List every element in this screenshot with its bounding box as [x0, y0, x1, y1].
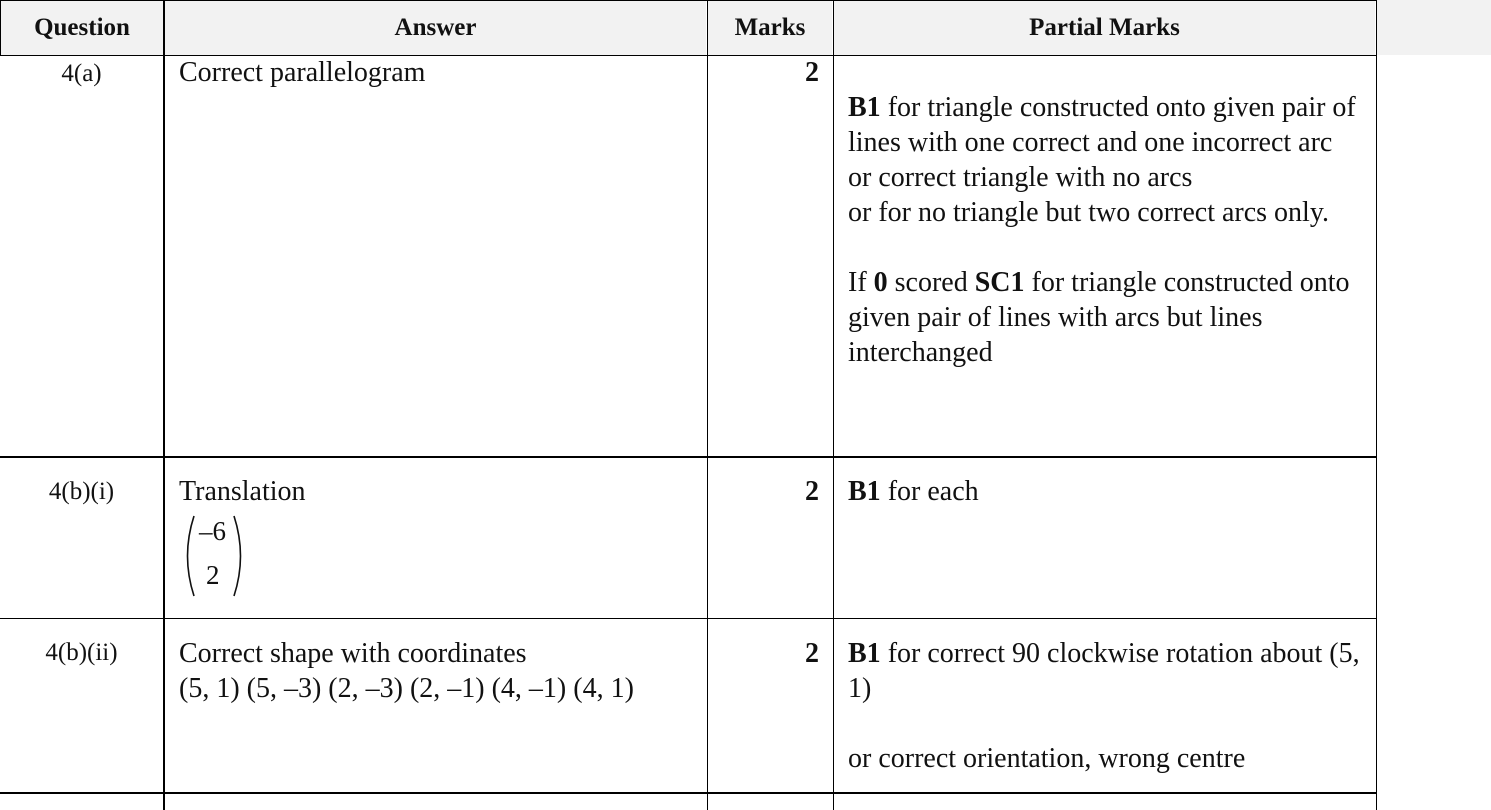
answer-coordinates: (5, 1) (5, –3) (2, –3) (2, –1) (4, –1) (4, 1): [179, 673, 634, 704]
partial-b1-line: [848, 636, 1368, 706]
header-answer: Answer: [165, 1, 706, 55]
grid-line: [833, 0, 834, 810]
grid-line: [1376, 0, 1377, 810]
partial-b1-line: [848, 90, 1368, 160]
row-question-4bi: 4(b)(i): [48, 478, 115, 505]
row-divider: [0, 618, 1377, 619]
sc1-text: for triangle constructed onto given pair of lines with arcs but lines interchanged: [848, 267, 1350, 368]
header-partial-marks: Partial Marks: [834, 1, 1375, 55]
row-answer-4a: Correct parallelogram: [179, 57, 426, 88]
row-divider: [0, 456, 1377, 458]
row-partial-marks-4a: [848, 90, 1368, 370]
b1-text: for each: [880, 476, 979, 507]
row-question-4a: 4(a): [61, 60, 102, 87]
row-question-4bii: 4(b)(ii): [45, 639, 118, 666]
grid-line: [0, 0, 1377, 1]
grid-line: [707, 0, 708, 810]
partial-alt-line: or correct triangle with no arcs: [848, 162, 1193, 193]
header-background-strip: [1376, 0, 1491, 55]
b1-label: B1: [848, 92, 881, 123]
partial-alt-line: or for no triangle but two correct arcs only.: [848, 197, 1330, 228]
row-partial-marks-4bi: [848, 474, 1368, 509]
sc-zero: 0: [873, 267, 888, 298]
row-answer-4bii: [179, 636, 704, 706]
answer-line: Correct shape with coordinates: [179, 638, 527, 669]
b1-label: B1: [848, 476, 881, 507]
vector-bottom: 2: [206, 560, 220, 590]
row-answer-4bi: Translation: [179, 476, 306, 507]
vector-top: –6: [199, 516, 226, 546]
sc-if-text: If: [848, 267, 874, 298]
header-question: Question: [1, 1, 163, 55]
row-partial-marks-4bii: [848, 636, 1368, 776]
b1-text: for triangle constructed onto given pair of lines with one correct and one incorrect arc: [848, 92, 1356, 158]
header-marks: Marks: [708, 1, 832, 55]
grid-line: [0, 0, 1, 55]
row-marks-4bii: 2: [805, 638, 819, 669]
column-vector: [181, 512, 247, 600]
sc-scored-text: scored: [887, 267, 975, 298]
partial-b1-line: [848, 474, 1368, 509]
b1-text: for correct 90 clockwise rotation about (5, 1): [848, 638, 1360, 704]
row-divider: [0, 792, 1377, 794]
b1-label: B1: [848, 638, 881, 669]
sc1-label: SC1: [974, 267, 1025, 298]
partial-sc1-line: [848, 265, 1368, 370]
row-marks-4bi: 2: [805, 476, 819, 507]
partial-alt-line: or correct orientation, wrong centre: [848, 743, 1246, 774]
grid-line: [163, 0, 165, 810]
row-marks-4a: 2: [805, 57, 819, 88]
